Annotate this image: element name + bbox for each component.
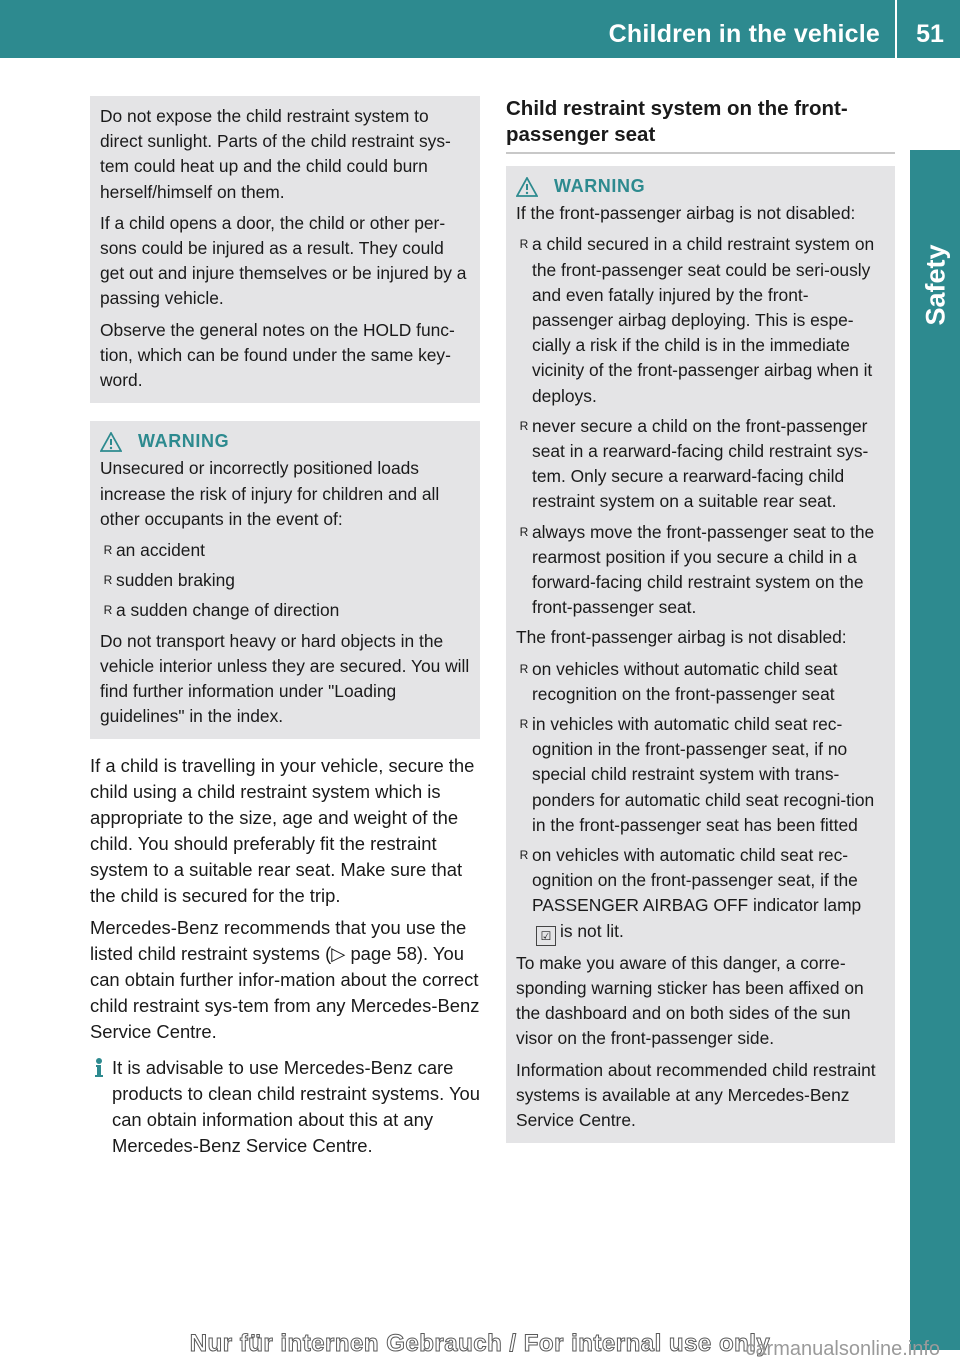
page-header: [0, 0, 960, 58]
list-item: R always move the front-passenger seat to the rearmost position if you secure a child in a forward-facing child restraint system on the front-passenger seat.: [519, 521, 875, 618]
paragraph: Do not expose the child restraint system to direct sunlight. Parts of the child restraint sys-tem could heat up and the child could burn herself/himself on them.: [100, 106, 451, 202]
header-divider: [895, 0, 897, 58]
list-item: R on vehicles without automatic child seat recognition on the front-passenger seat: [519, 658, 838, 704]
body-text-block: [90, 753, 480, 1159]
paragraph: Mercedes-Benz recommends that you use the listed child restraint systems (▷ page 58). You can obtain further infor-mation about the correct child restraint sys-tem from any Mercedes-Benz Service Centre.: [90, 917, 480, 1043]
warning-intro: The front-passenger airbag is not disabled:: [516, 627, 847, 648]
list-item: R never secure a child on the front-passenger seat in a rearward-facing child restraint sys-tem. Only secure a rearward-facing child restraint system on a suitable rear seat.: [519, 415, 869, 512]
paragraph: Observe the general notes on the HOLD func-tion, which can be found under the same key-word.: [100, 319, 455, 391]
right-column: [506, 96, 895, 1143]
warning-triangle-icon: [100, 432, 122, 452]
side-divider: [910, 140, 960, 143]
warning-outro: Information about recommended child restraint systems is available at any Mercedes-Benz Service Centre.: [516, 1059, 876, 1130]
list-item: R in vehicles with automatic child seat rec-ognition in the front-passenger seat, if no special child restraint system with trans-ponders for automatic child seat recogni-tion in the front-passenger seat has been fitted: [519, 714, 875, 835]
internal-use-notice: Nur für internen Gebrauch / For internal use only: [189, 1330, 771, 1357]
warning-outro: To make you aware of this danger, a corre-sponding warning sticker has been affixed on the dashboard and on both sides of the sun visor on the front-passenger side.: [516, 952, 864, 1049]
airbag-off-lamp-icon: ☑: [536, 926, 556, 946]
warning-box-loads: [90, 421, 480, 739]
list-item: R sudden braking: [103, 570, 235, 591]
list-item: R on vehicles with automatic child seat rec-ognition on the front-passenger seat, if the PASSENGER AIRBAG OFF indicator lamp ☑ is not lit.: [516, 843, 885, 946]
warning-heading: WARNING: [100, 429, 470, 454]
page-number: 51: [916, 20, 944, 48]
warning-intro: Unsecured or incorrectly positioned loads increase the risk of injury for children and all other occupants in the event of:: [100, 458, 440, 529]
warning-box-airbag: [506, 166, 895, 1143]
warning-heading: WARNING: [516, 174, 885, 199]
warning-continuation-box: [90, 96, 480, 403]
paragraph: If a child is travelling in your vehicle, secure the child using a child restraint system which is appropriate to the size, age and weight of the child. You should preferably fit the restraint system to a suitable rear seat. Make sure that the child is secured for the trip.: [90, 755, 475, 907]
warning-outro: Do not transport heavy or hard objects in the vehicle interior unless they are secured. You will find further information under "Loading guidelines" in the index.: [100, 630, 470, 727]
list-item: R a sudden change of direction: [103, 600, 340, 621]
info-note: It is advisable to use Mercedes-Benz care products to clean child restraint systems. You can obtain information about this at any Mercedes-Benz Service Centre.: [90, 1055, 480, 1159]
list-item: R a child secured in a child restraint system on the front-passenger seat could be seri-ously and even fatally injured by the front-passenger airbag deploying. This is espe-cially a risk if the child is in the immediate vicinity of the front-passenger airbag when it deploys.: [519, 234, 875, 406]
warning-triangle-icon: [516, 177, 538, 197]
list-item: R an accident: [103, 540, 205, 561]
left-column: [90, 96, 480, 1159]
section-heading: Child restraint system on the front-passenger seat: [506, 96, 895, 154]
section-tab-label: Safety: [920, 244, 951, 326]
watermark: carmanualsonline.info: [745, 1338, 940, 1360]
chapter-title: Children in the vehicle: [608, 20, 880, 48]
info-icon: [90, 1055, 112, 1081]
warning-intro: If the front-passenger airbag is not disabled:: [516, 203, 856, 224]
paragraph: If a child opens a door, the child or other per-sons could be injured as a result. They could get out and injure themselves or be injured by a passing vehicle.: [100, 212, 467, 309]
